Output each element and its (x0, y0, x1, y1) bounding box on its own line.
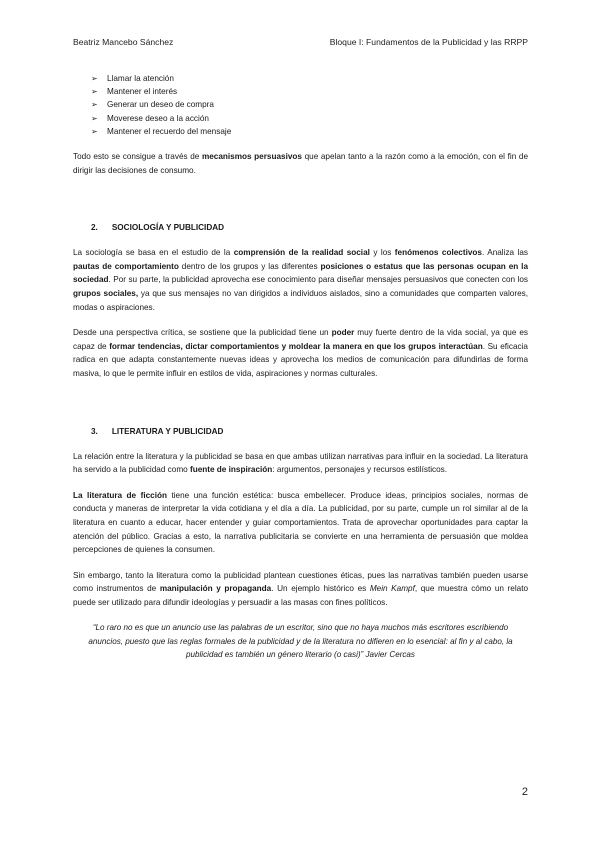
section-heading-literatura (73, 425, 528, 438)
arrow-bullet-icon: ➢ (91, 74, 98, 83)
arrow-bullet-icon: ➢ (91, 126, 98, 136)
page-header (73, 37, 528, 47)
intro-paragraph: Todo esto se consigue a través de mecanismos persuasivos que apelan tanto a la razón como a la emoción, con el fin de dirigir las decisiones de consumo. (73, 152, 528, 175)
list-item-text: Mantener el recuerdo del mensaje (107, 126, 232, 136)
list-item-text: Moverese deseo a la acción (107, 113, 209, 123)
section-heading-sociologia (73, 221, 528, 234)
section-title: SOCIOLOGÍA Y PUBLICIDAD (111, 223, 225, 233)
arrow-bullet-icon: ➢ (91, 87, 98, 97)
paragraph: La literatura de ficción tiene una función estética: busca embellecer. Produce ideas, principios sociales, normas de conducta y maneras de interpretar la vida cotidiana y el día a día. La publicidad, por su parte, cumple un rol similar al de la literatura en cuanto a educar, hacer entender y guiar comportamientos. Trata de aprovechar oportunidades para captar la atención del público. Gracias a esto, la narrativa publicitaria se convierte en una herramienta de persuasión que moldea percepciones de quienes la consumen. (73, 490, 528, 555)
bullet-list (73, 72, 528, 138)
list-item (91, 85, 528, 98)
list-item (91, 125, 528, 138)
list-item (91, 98, 528, 111)
paragraph: La sociología se basa en el estudio de la comprensión de la realidad social y los fenómenos colectivos. Analiza las pautas de comportamiento dentro de los grupos y las diferentes posiciones o estatus que las personas ocupan en la sociedad. Por su parte, la publicidad aprovecha ese conocimiento para diseñar mensajes persuasivos que conecten con los grupos sociales, ya que sus mensajes no van dirigidos a individuos aislados, sino a comunidades que comparten valores, modas o aspiraciones. (73, 248, 528, 312)
paragraph: Desde una perspectiva crítica, se sostiene que la publicidad tiene un poder muy fuerte dentro de la vida social, ya que es capaz de formar tendencias, dictar comportamientos y moldear la manera en que los grupos interactúan. Su eficacia radica en que adapta constantemente nuevas ideas y aprovecha los medios de comunicación para difundirlas de forma masiva, lo que le permite influir en estilos de vida, aspiraciones y normas culturales. (73, 328, 528, 378)
list-item-text: Generar un deseo de compra (107, 100, 214, 110)
page-number: 2 (521, 786, 528, 798)
quote-block: “Lo raro no es que un anuncio use las palabras de un escritor, sino que no haya muchos más escritores escribiendo anuncios, puesto que las reglas formales de la publicidad y de la literatura no difieren en lo esencial: al fin y al cabo, la publicidad es también un género literario (o casi)” Javier Cercas (88, 623, 513, 660)
paragraph: Sin embargo, tanto la literatura como la publicidad plantean cuestiones éticas, pues las narrativas también pueden usarse como instrumentos de manipulación y propaganda. Un ejemplo histórico es Mein Kampf, que muestra cómo un relato puede ser utilizado para difundir ideologías y persuadir a las masas con fines políticos. (73, 570, 529, 607)
list-item-text: Mantener el interés (107, 87, 178, 97)
list-item (91, 112, 528, 125)
header-course: Bloque I: Fundamentos de la Publicidad y las RRPP (329, 37, 528, 47)
section-number: 3. (91, 426, 98, 436)
page-content (73, 72, 528, 662)
header-author: Beatriz Mancebo Sánchez (73, 37, 174, 47)
arrow-bullet-icon: ➢ (91, 113, 98, 123)
section-number: 2. (91, 223, 98, 233)
paragraph: La relación entre la literatura y la publicidad se basa en que ambas utilizan narrativas para influir en la sociedad. La literatura ha servido a la publicidad como fuente de inspiración: argumentos, personajes y recursos estilísticos. (73, 451, 528, 475)
list-item-text: Llamar la atención (107, 74, 174, 83)
section-title: LITERATURA Y PUBLICIDAD (111, 426, 224, 436)
list-item (91, 72, 528, 85)
arrow-bullet-icon: ➢ (91, 100, 98, 110)
